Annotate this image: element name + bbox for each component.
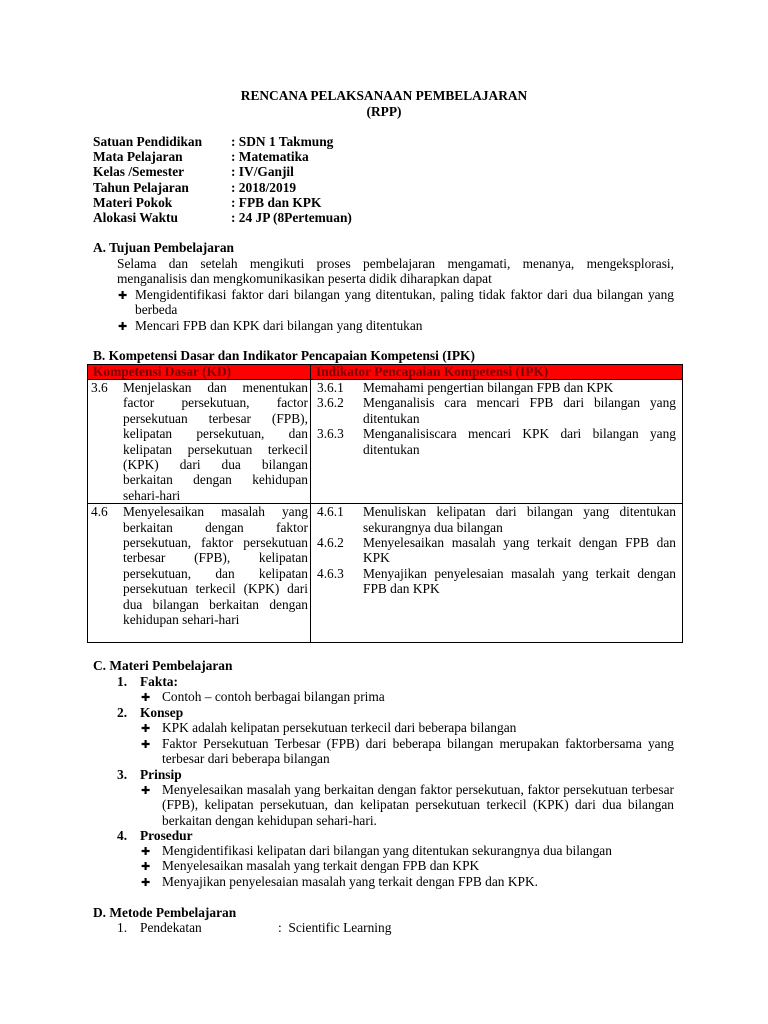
identity-value: : 2018/2019: [231, 180, 297, 195]
material-bullet: Menyelesaikan masalah yang terkait dengan FPB dan KPK: [162, 858, 480, 873]
ipk-number: 4.6.1: [317, 504, 344, 520]
ipk-number: 3.6.3: [317, 426, 344, 442]
plus-bullet-icon: ✚: [141, 739, 151, 751]
material-item-title: Prinsip: [140, 767, 182, 782]
method-value: : Scientific Learning: [278, 920, 392, 935]
material-item-title: Prosedur: [140, 828, 193, 843]
plus-bullet-icon: ✚: [141, 785, 151, 797]
ipk-text: Menganalisis cara mencari FPB dari bilangan yang ditentukan: [363, 395, 676, 426]
material-item-number: 4.: [117, 828, 128, 843]
section-c-heading: C. Materi Pembelajaran: [93, 658, 233, 673]
ipk-number: 3.6.1: [317, 380, 344, 395]
plus-bullet-icon: ✚: [141, 877, 151, 889]
table-row: [88, 380, 683, 504]
ipk-cell: [311, 380, 683, 504]
material-item-number: 1.: [117, 674, 128, 689]
identity-label: Alokasi Waktu: [93, 210, 178, 225]
document-title: RENCANA PELAKSANAAN PEMBELAJARAN: [240, 88, 528, 103]
material-bullet: Mengidentifikasi kelipatan dari bilangan yang ditentukan sekurangnya dua bilangan: [162, 843, 612, 858]
ipk-item: [311, 395, 682, 426]
column-header-ipk: Indikator Pencapaian Kompetensi (IPK): [311, 365, 683, 380]
kd-text: Menyelesaikan masalah yang berkaitan dengan faktor persekutuan, faktor persekutuan terbesar (FPB), kelipatan persekutuan, dan kelipatan persekutuan terkecil (KPK) dari dua bilangan berkaitan dengan kehidupan sehari-hari: [123, 504, 308, 628]
material-bullet: Menyelesaikan masalah yang berkaitan dengan faktor persekutuan, faktor persekutuan terbesar (FPB), kelipatan persekutuan, dan kelipatan persekutuan terkecil (KPK) dari dua bilangan berkaitan dengan kehidupan sehari-hari.: [162, 782, 674, 828]
plus-bullet-icon: ✚: [141, 692, 151, 704]
table-row: [88, 504, 683, 643]
kd-cell: [88, 504, 311, 643]
section-d-heading: D. Metode Pembelajaran: [93, 905, 237, 920]
material-bullet: Faktor Persekutuan Terbesar (FPB) dari beberapa bilangan merupakan faktorbersama yang terbesar dari beberapa bilangan: [162, 736, 674, 767]
method-number: 1.: [117, 920, 128, 935]
material-item-title: Konsep: [140, 705, 184, 720]
ipk-number: 4.6.2: [317, 535, 344, 551]
method-label: Pendekatan: [140, 920, 202, 935]
section-a-heading: A. Tujuan Pembelajaran: [93, 240, 234, 255]
plus-bullet-icon: ✚: [141, 846, 151, 858]
plus-bullet-icon: ✚: [141, 723, 151, 735]
kd-number: 4.6: [91, 504, 108, 520]
plus-bullet-icon: ✚: [141, 861, 151, 873]
plus-bullet-icon: ✚: [118, 321, 128, 333]
kd-cell: [88, 380, 311, 504]
ipk-item: [311, 566, 682, 597]
plus-bullet-icon: ✚: [118, 290, 128, 302]
material-item-number: 2.: [117, 705, 128, 720]
ipk-text: Menganalisiscara mencari KPK dari bilangan yang ditentukan: [363, 426, 676, 457]
ipk-item: [311, 535, 682, 566]
ipk-text: Menyelesaikan masalah yang terkait dengan FPB dan KPK: [363, 535, 676, 566]
material-bullet: Contoh – contoh berbagai bilangan prima: [162, 689, 385, 704]
ipk-item: [311, 380, 682, 395]
identity-value: : FPB dan KPK: [231, 195, 322, 210]
ipk-text: Menyajikan penyelesaian masalah yang terkait dengan FPB dan KPK: [363, 565, 676, 597]
column-header-kd: Kompetensi Dasar (KD): [88, 365, 311, 380]
competency-table: [87, 364, 683, 643]
material-item-number: 3.: [117, 767, 128, 782]
identity-label: Kelas /Semester: [93, 164, 185, 179]
identity-label: Mata Pelajaran: [93, 149, 183, 164]
identity-label: Tahun Pelajaran: [93, 180, 189, 195]
ipk-number: 3.6.2: [317, 395, 344, 411]
identity-value: : IV/Ganjil: [231, 164, 294, 179]
ipk-number: 4.6.3: [317, 565, 344, 581]
material-item-title: Fakta:: [140, 674, 178, 689]
identity-value: : 24 JP (8Pertemuan): [231, 210, 352, 225]
section-b-heading: B. Kompetensi Dasar dan Indikator Pencapaian Kompetensi (IPK): [93, 348, 475, 363]
kd-number: 3.6: [91, 380, 108, 395]
table-header-row: [88, 365, 683, 380]
identity-label: Materi Pokok: [93, 195, 173, 210]
identity-value: : Matematika: [231, 149, 309, 164]
identity-value: : SDN 1 Takmung: [231, 134, 334, 149]
ipk-text: Memahami pengertian bilangan FPB dan KPK: [363, 380, 614, 395]
ipk-item: [311, 426, 682, 457]
document-subtitle: (RPP): [366, 104, 402, 119]
ipk-item: [311, 504, 682, 535]
section-a-bullet: Mencari FPB dan KPK dari bilangan yang ditentukan: [135, 318, 423, 333]
section-a-bullet: Mengidentifikasi faktor dari bilangan yang ditentukan, paling tidak faktor dari dua bilangan yang berbeda: [135, 287, 674, 318]
identity-label: Satuan Pendidikan: [93, 134, 203, 149]
ipk-cell: [311, 504, 683, 643]
section-a-intro: Selama dan setelah mengikuti proses pembelajaran mengamati, menanya, mengeksplorasi, menganalisis dan mengkomunikasikan peserta didik diharapkan dapat: [117, 256, 674, 287]
ipk-text: Menuliskan kelipatan dari bilangan yang ditentukan sekurangnya dua bilangan: [363, 504, 676, 535]
material-bullet: KPK adalah kelipatan persekutuan terkecil dari beberapa bilangan: [162, 720, 517, 735]
kd-text: Menjelaskan dan menentukan factor persekutuan, factor persekutuan terbesar (FPB), kelipatan persekutuan, dan kelipatan persekutuan terkecil (KPK) dari dua bilangan berkaitan dengan kehidupan sehari-hari: [123, 380, 308, 503]
material-bullet: Menyajikan penyelesaian masalah yang terkait dengan FPB dan KPK.: [162, 874, 538, 889]
